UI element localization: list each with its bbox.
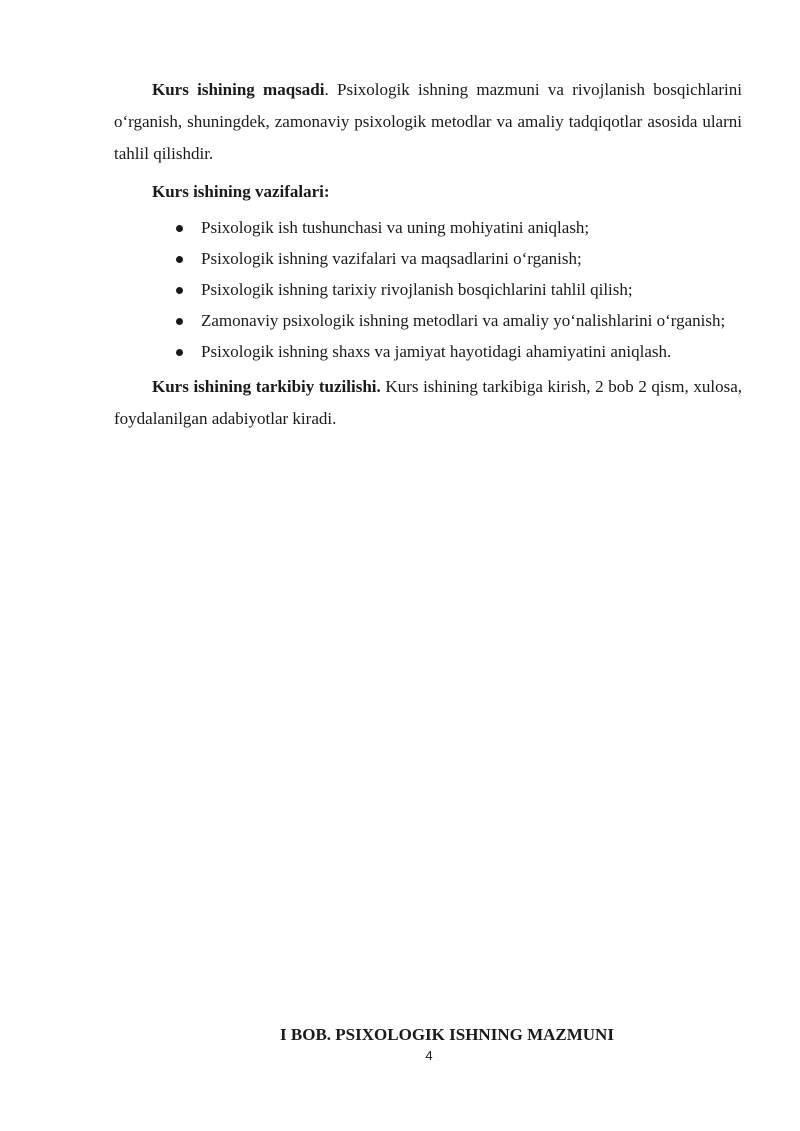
list-item: Psixologik ish tushunchasi va uning mohiyatini aniqlash; xyxy=(201,212,742,243)
list-item: Psixologik ishning tarixiy rivojlanish bosqichlarini tahlil qilish; xyxy=(201,274,742,305)
structure-paragraph xyxy=(114,371,742,435)
page-number: 4 xyxy=(425,1048,433,1063)
tasks-heading: Kurs ishining vazifalari: xyxy=(152,182,330,201)
tasks-list xyxy=(114,212,742,367)
list-item: Psixologik ishning vazifalari va maqsadlarini o‘rganish; xyxy=(201,243,742,274)
list-item: Zamonaviy psixologik ishning metodlari va amaliy yo‘nalishlarini o‘rganish; xyxy=(201,305,742,336)
goal-paragraph xyxy=(114,74,742,170)
goal-text: . Psixologik ishning mazmuni va rivojlanish bosqichlarini o‘rganish, shuningdek, zamonaviy psixologik metodlar va amaliy tadqiqotlar asosida ularni tahlil qilishdir. xyxy=(114,80,742,163)
chapter-title: I BOB. PSIXOLOGIK ISHNING MAZMUNI xyxy=(280,1025,614,1044)
list-item: Psixologik ishning shaxs va jamiyat hayotidagi ahamiyatini aniqlash. xyxy=(201,336,742,367)
goal-label: Kurs ishining maqsadi xyxy=(152,80,325,99)
structure-label: Kurs ishining tarkibiy tuzilishi. xyxy=(152,377,381,396)
structure-text: Kurs ishining tarkibiga kirish, 2 bob 2 qism, xulosa, foydalanilgan adabiyotlar kiradi. xyxy=(114,377,742,428)
page-body xyxy=(114,74,742,435)
